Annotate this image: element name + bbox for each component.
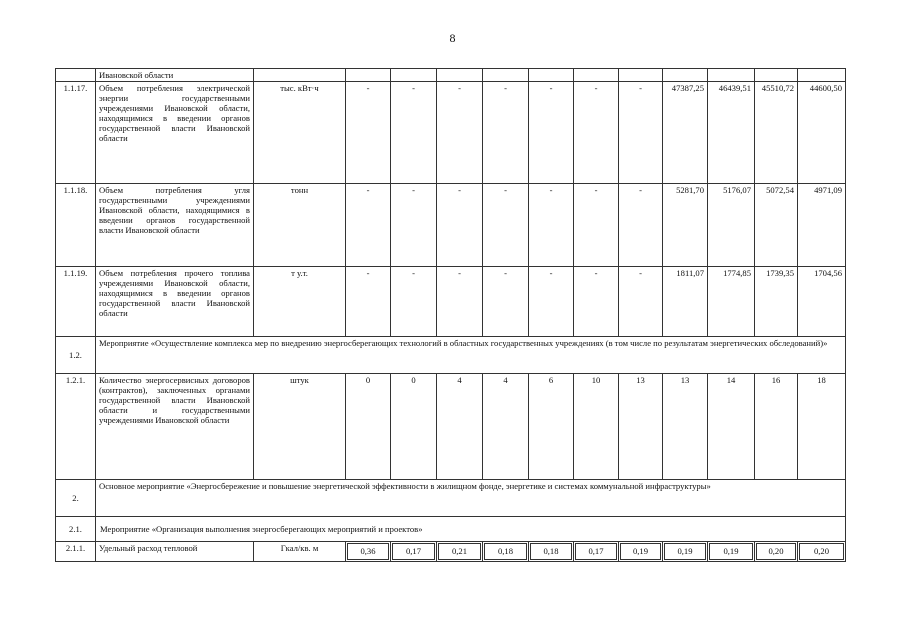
- value-cell: 1704,56: [798, 267, 846, 337]
- value-cell: 14: [708, 374, 755, 480]
- value-cell: -: [483, 184, 529, 267]
- value-cell: -: [619, 82, 663, 184]
- value-cell: 5176,07: [708, 184, 755, 267]
- value-cell: -: [346, 184, 391, 267]
- row-number: 2.1.1.: [56, 542, 96, 562]
- value-cell: 5281,70: [663, 184, 708, 267]
- table-row: [56, 82, 846, 184]
- row-unit: штук: [254, 374, 346, 480]
- value-cell: 4: [483, 374, 529, 480]
- value-cell: -: [483, 82, 529, 184]
- value-cell: -: [346, 267, 391, 337]
- value-cell: 0,19: [620, 543, 661, 560]
- value-cell: 5072,54: [755, 184, 798, 267]
- table-row: [56, 542, 846, 562]
- value-cell: 0,18: [530, 543, 572, 560]
- value-cell: -: [483, 267, 529, 337]
- value-cell: 1811,07: [663, 267, 708, 337]
- row-number: 1.1.18.: [56, 184, 96, 267]
- value-cell: -: [574, 184, 619, 267]
- row-unit: тонн: [254, 184, 346, 267]
- value-cell: 6: [529, 374, 574, 480]
- value-cell: 44600,50: [798, 82, 846, 184]
- table-row-main-measure: [56, 480, 846, 517]
- value-cell: 10: [574, 374, 619, 480]
- row-description: Объем потребления угля государственными учреждениями Ивановской области, находящимися в введении органов государственной власти Ивановской области: [96, 184, 254, 267]
- value-cell: 45510,72: [755, 82, 798, 184]
- value-cell: 0: [391, 374, 437, 480]
- value-cell: 0,17: [575, 543, 617, 560]
- value-cell: 0,36: [347, 543, 389, 560]
- continuation-text: Ивановской области: [96, 69, 254, 82]
- value-cell: 0,17: [392, 543, 435, 560]
- row-number: 1.1.17.: [56, 82, 96, 184]
- value-cell: 0,21: [438, 543, 481, 560]
- value-cell: -: [574, 267, 619, 337]
- value-cell: 0,18: [484, 543, 527, 560]
- table-row: [56, 267, 846, 337]
- indicators-table: [55, 68, 846, 562]
- value-cell: 4: [437, 374, 483, 480]
- row-unit: Гкал/кв. м: [254, 542, 346, 562]
- value-cell: -: [529, 82, 574, 184]
- value-cell: 13: [619, 374, 663, 480]
- value-cell: 0,19: [664, 543, 706, 560]
- value-cell: -: [619, 267, 663, 337]
- value-cell: -: [391, 267, 437, 337]
- value-cell: 16: [755, 374, 798, 480]
- row-number: 2.1.: [56, 517, 96, 542]
- row-number: 1.2.: [56, 337, 96, 374]
- row-number: 1.1.19.: [56, 267, 96, 337]
- value-cell: -: [574, 82, 619, 184]
- table-row-continuation: [56, 69, 846, 82]
- table-row-measure: [56, 337, 846, 374]
- page-number: 8: [449, 31, 456, 45]
- table-row: [56, 184, 846, 267]
- value-cell: -: [437, 184, 483, 267]
- value-cell: -: [391, 82, 437, 184]
- table-row: [56, 374, 846, 480]
- table-row-measure: [56, 517, 846, 542]
- row-number: 2.: [56, 480, 96, 517]
- value-cell: 0,20: [756, 543, 796, 560]
- value-cell: -: [529, 184, 574, 267]
- row-unit: т у.т.: [254, 267, 346, 337]
- value-cell: 46439,51: [708, 82, 755, 184]
- value-cell: 47387,25: [663, 82, 708, 184]
- value-cell: -: [437, 267, 483, 337]
- value-cell: 13: [663, 374, 708, 480]
- value-cell: 4971,09: [798, 184, 846, 267]
- value-cell: 18: [798, 374, 846, 480]
- value-cell: -: [391, 184, 437, 267]
- value-cell: -: [619, 184, 663, 267]
- value-cell: 1774,85: [708, 267, 755, 337]
- row-description: Количество энергосервисных договоров (контрактов), заключенных органами государственной власти Ивановской области и государственными учреждениями Ивановской области: [96, 374, 254, 480]
- main-measure-title: Основное мероприятие «Энергосбережение и повышение энергетической эффективности в жилищном фонде, энергетике и системах коммунальной инфраструктуры»: [96, 480, 846, 517]
- value-cell: 0,20: [799, 543, 844, 560]
- value-cell: -: [529, 267, 574, 337]
- row-description: Удельный расход тепловой: [96, 542, 254, 562]
- value-cell: -: [346, 82, 391, 184]
- row-number: 1.2.1.: [56, 374, 96, 480]
- measure-title: Мероприятие «Осуществление комплекса мер по внедрению энергосберегающих технологий в областных государственных учреждениях (в том числе по результатам энергетических обследований)»: [96, 337, 846, 374]
- value-cell: 0,19: [709, 543, 753, 560]
- row-unit: тыс. кВт·ч: [254, 82, 346, 184]
- value-cell: 0: [346, 374, 391, 480]
- value-cell: -: [437, 82, 483, 184]
- row-description: Объем потребления электрической энергии государственными учреждениями Ивановской области, находящимися в введении органов государственной власти Ивановской области: [96, 82, 254, 184]
- measure-title: Мероприятие «Организация выполнения энергосберегающих мероприятий и проектов»: [96, 517, 846, 542]
- value-cell: 1739,35: [755, 267, 798, 337]
- row-description: Объем потребления прочего топлива учреждениями Ивановской области, находящимися в введении органов государственной власти Ивановской области: [96, 267, 254, 337]
